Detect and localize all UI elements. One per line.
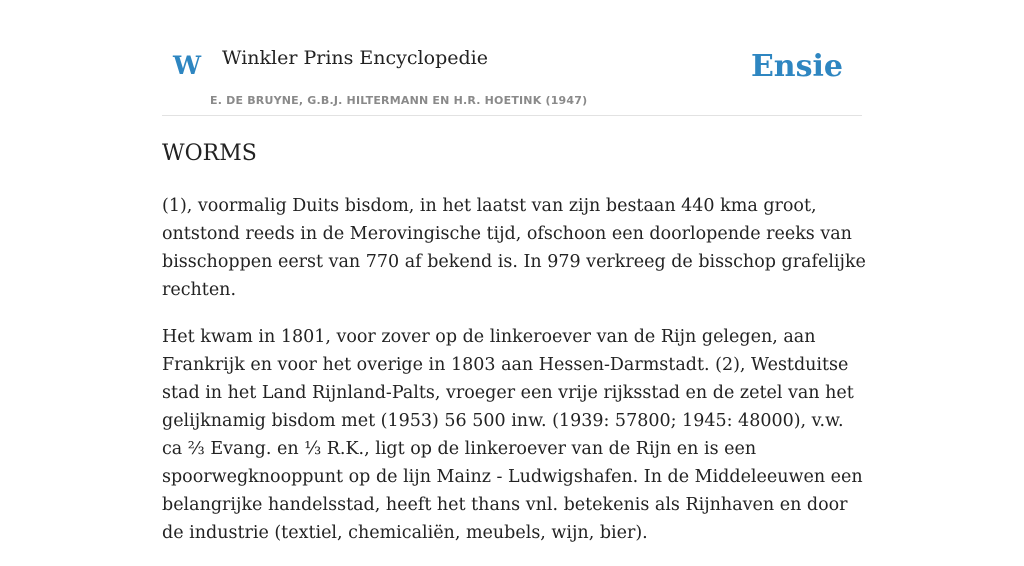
- ensie-logo[interactable]: Ensie: [750, 49, 843, 84]
- publication-authors: E. DE BRUYNE, G.B.J. HILTERMANN EN H.R. HOETINK (1947): [210, 94, 588, 107]
- publication-logo[interactable]: W: [173, 51, 202, 80]
- publication-title[interactable]: Winkler Prins Encyclopedie: [222, 47, 488, 69]
- article-paragraph: (1), voormalig Duits bisdom, in het laatst van zijn bestaan 440 kma groot, ontstond reeds in de Merovingische tijd, ofschoon een doorlopende reeks van bisschoppen eerst van 770 af bekend is. In 979 verkreeg de bisschop grafelijke rechten.: [162, 196, 866, 300]
- article-paragraph: Het kwam in 1801, voor zover op de linkeroever van de Rijn gelegen, aan Frankrijk en voor het overige in 1803 aan Hessen-Darmstadt. (2), Westduitse stad in het Land Rijnland-Palts, vroeger een vrije rijksstad en de zetel van het gelijknamig bisdom met (1953) 56 500 inw. (1939: 57800; 1945: 48000), v.w. ca ⅔ Evang. en ⅓ R.K., ligt op de linkeroever van de Rijn en is een spoorwegknooppunt op de lijn Mainz - Ludwigshafen. In de Middeleeuwen een belangrijke handelsstad, heeft het thans vnl. betekenis als Rijnhaven en door de industrie (textiel, chemicaliën, meubels, wijn, bier).: [162, 327, 863, 543]
- article-headword: WORMS: [162, 141, 257, 166]
- article-body: [162, 192, 868, 566]
- site-header: [162, 40, 862, 116]
